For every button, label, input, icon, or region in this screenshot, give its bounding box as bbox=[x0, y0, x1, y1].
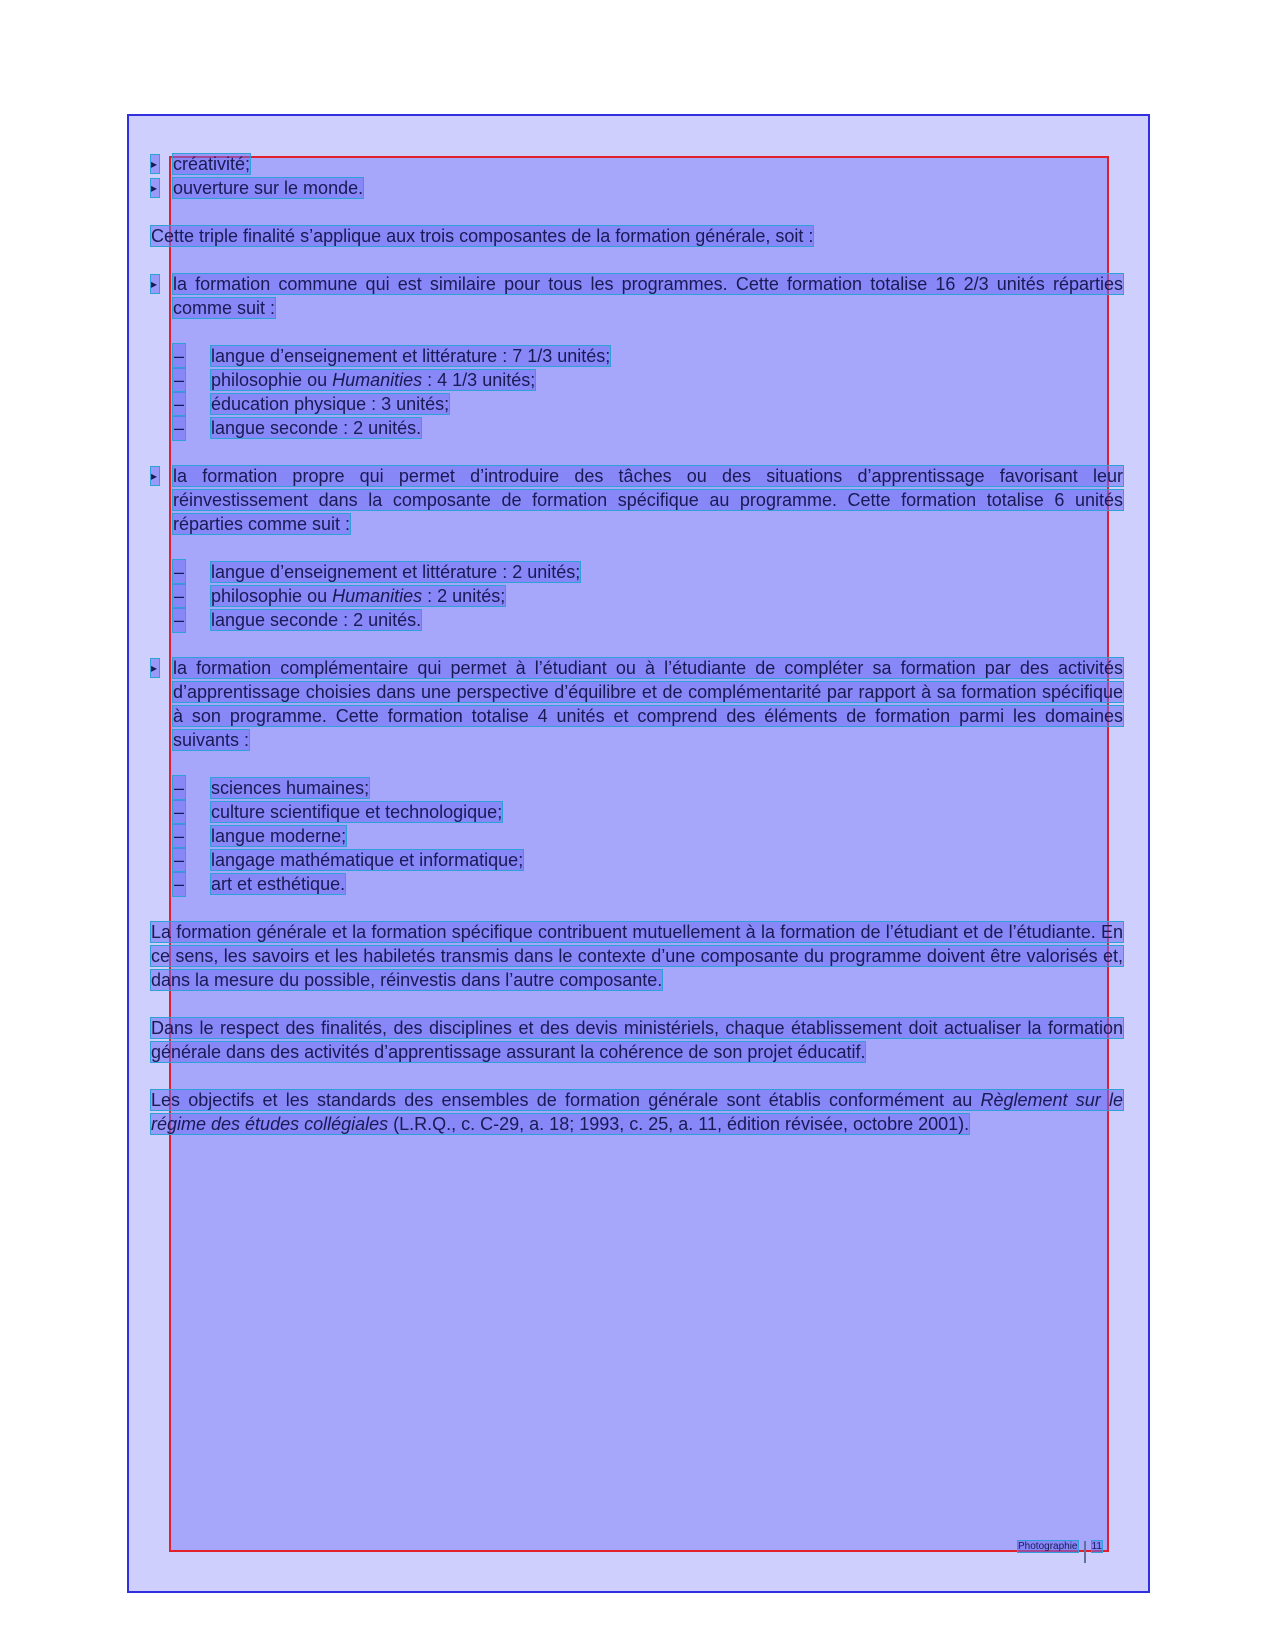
bullet-icon: ▸ bbox=[151, 277, 158, 291]
section-text: la formation complémentaire qui permet à l’étudiant ou à l’étudiante de compléter sa formation par des activités d’apprentissage choisies dans une perspective d’équilibre et de complémentarité par rapport à sa formation spécifique à son programme. Cette formation totalise 4 unités et comprend des éléments de formation parmi les domaines suivants : bbox=[173, 658, 1123, 750]
dash-icon: – bbox=[173, 850, 184, 870]
dash-icon: – bbox=[173, 874, 184, 894]
bullet-icon: ▸ bbox=[151, 157, 158, 171]
dash-icon: – bbox=[173, 346, 184, 366]
page-footer bbox=[1018, 1541, 1102, 1563]
sub-list bbox=[173, 776, 1123, 896]
section-formation-commune bbox=[151, 272, 1123, 320]
list-item bbox=[151, 152, 1123, 176]
section-formation-complementaire bbox=[151, 656, 1123, 752]
footer-label: Photographie bbox=[1018, 1541, 1078, 1552]
sub-list-item: – langue seconde : 2 unités. bbox=[173, 610, 422, 630]
list-item bbox=[151, 176, 1123, 200]
sub-list-item: – culture scientifique et technologique; bbox=[173, 802, 503, 822]
dash-icon: – bbox=[173, 394, 184, 414]
sub-list bbox=[173, 560, 1123, 632]
regulation-paragraph: Les objectifs et les standards des ensembles de formation générale sont établis conformément au Règlement sur le régime des études collégiales (L.R.Q., c. C-29, a. 18; 1993, c. 25, a. 11, édition révisée, octobre 2001). bbox=[151, 1090, 1123, 1134]
section-text: la formation propre qui permet d’introduire des tâches ou des situations d’apprentissage favorisant leur réinvestissement dans la composante de formation spécifique au programme. Cette formation totalise 6 unités réparties comme suit : bbox=[173, 466, 1123, 534]
dash-icon: – bbox=[173, 826, 184, 846]
intro-paragraph: Cette triple finalité s’applique aux trois composantes de la formation générale, soit : bbox=[151, 226, 814, 246]
body-paragraph: La formation générale et la formation spécifique contribuent mutuellement à la formation de l’étudiant et de l’étudiante. En ce sens, les savoirs et les habiletés transmis dans le contexte d’une composante du programme doivent être valorisés et, dans la mesure du possible, réinvestis dans l’autre composante. bbox=[151, 922, 1123, 990]
sub-list-item: – éducation physique : 3 unités; bbox=[173, 394, 450, 414]
bullet-icon: ▸ bbox=[151, 181, 158, 195]
dash-icon: – bbox=[173, 610, 184, 630]
body-paragraph: Dans le respect des finalités, des disciplines et des devis ministériels, chaque établissement doit actualiser la formation générale dans des activités d’apprentissage assurant la cohérence de son projet éducatif. bbox=[151, 1018, 1123, 1062]
dash-icon: – bbox=[173, 586, 184, 606]
sub-list-item: – philosophie ou Humanities : 4 1/3 unités; bbox=[173, 370, 536, 390]
sub-list-item: – philosophie ou Humanities : 2 unités; bbox=[173, 586, 506, 606]
sub-list-item: – langue d’enseignement et littérature : 2 unités; bbox=[173, 562, 581, 582]
sub-list-item: – langue moderne; bbox=[173, 826, 347, 846]
bullet-icon: ▸ bbox=[151, 661, 158, 675]
dash-icon: – bbox=[173, 370, 184, 390]
list-item-text: créativité; bbox=[173, 154, 251, 174]
dash-icon: – bbox=[173, 418, 184, 438]
dash-icon: – bbox=[173, 562, 184, 582]
footer-divider bbox=[1084, 1541, 1086, 1563]
sub-list-item: – art et esthétique. bbox=[173, 874, 346, 894]
sub-list-item: – sciences humaines; bbox=[173, 778, 370, 798]
bullet-icon: ▸ bbox=[151, 469, 158, 483]
dash-icon: – bbox=[173, 802, 184, 822]
section-text: la formation commune qui est similaire pour tous les programmes. Cette formation totalise 16 2/3 unités réparties comme suit : bbox=[173, 274, 1123, 318]
sub-list bbox=[173, 344, 1123, 440]
section-formation-propre bbox=[151, 464, 1123, 536]
sub-list-item: – langue d’enseignement et littérature : 7 1/3 unités; bbox=[173, 346, 611, 366]
sub-list-item: – langue seconde : 2 unités. bbox=[173, 418, 422, 438]
dash-icon: – bbox=[173, 778, 184, 798]
document-body bbox=[151, 152, 1123, 1160]
sub-list-item: – langage mathématique et informatique; bbox=[173, 850, 524, 870]
list-item-text: ouverture sur le monde. bbox=[173, 178, 364, 198]
page-number: 11 bbox=[1091, 1541, 1102, 1552]
